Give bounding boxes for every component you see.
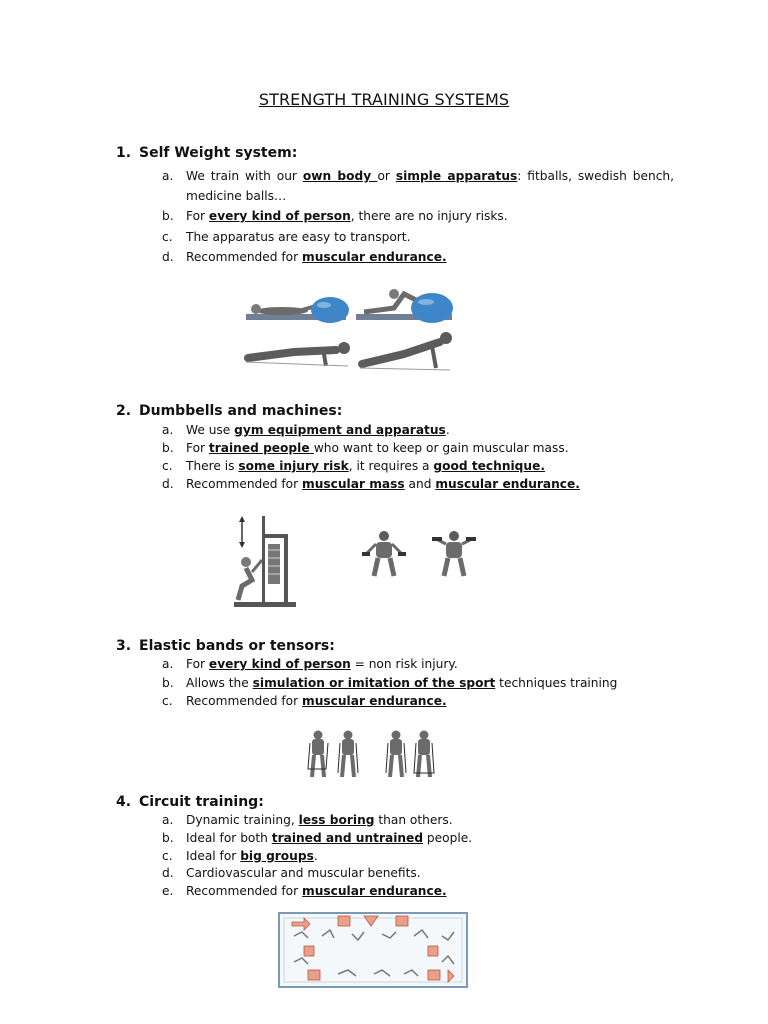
list-item <box>162 421 674 439</box>
list-item <box>162 227 674 247</box>
section-title: Circuit training: <box>139 794 264 810</box>
list-item <box>162 864 674 882</box>
section-number: 4. <box>116 794 132 810</box>
item-text: Dynamic training, less boring than others. <box>186 813 453 827</box>
elastic-band-figures <box>306 729 438 781</box>
item-text: Ideal for both trained and untrained people. <box>186 831 473 845</box>
section-2-heading <box>116 403 342 419</box>
item-text: Allows the simulation or imitation of the sport techniques training <box>186 676 618 690</box>
item-letter: a. <box>162 169 174 183</box>
section-title: Self Weight system: <box>139 145 298 161</box>
dumbbell-figures <box>362 528 492 580</box>
item-text: Recommended for muscular endurance. <box>186 884 447 898</box>
list-item <box>162 829 674 847</box>
item-text: We use gym equipment and apparatus. <box>186 423 450 437</box>
item-text: For trained people who want to keep or gain muscular mass. <box>186 441 569 455</box>
item-letter: a. <box>162 813 174 827</box>
section-3-heading <box>116 638 335 654</box>
list-item <box>162 655 674 673</box>
item-letter: b. <box>162 831 174 845</box>
list-item <box>162 674 674 692</box>
item-letter: a. <box>162 657 174 671</box>
item-text: Recommended for muscular endurance. <box>186 250 447 264</box>
item-text: The apparatus are easy to transport. <box>186 230 411 244</box>
item-letter: b. <box>162 209 174 223</box>
item-text: Cardiovascular and muscular benefits. <box>186 866 421 880</box>
item-text: For every kind of person = non risk injury. <box>186 657 458 671</box>
list-item <box>162 847 674 865</box>
item-letter: d. <box>162 250 174 264</box>
item-letter: e. <box>162 884 174 898</box>
list-item <box>162 166 674 206</box>
list-item <box>162 439 674 457</box>
list-item <box>162 882 674 900</box>
fitball-pushup-figure <box>244 288 454 372</box>
list-item <box>162 475 674 493</box>
item-text: Recommended for muscular endurance. <box>186 694 447 708</box>
item-text: For every kind of person, there are no injury risks. <box>186 209 508 223</box>
item-letter: c. <box>162 459 173 473</box>
list-item <box>162 692 674 710</box>
item-letter: b. <box>162 676 174 690</box>
page-title: STRENGTH TRAINING SYSTEMS <box>258 90 510 109</box>
list-item <box>162 247 674 267</box>
list-item <box>162 811 674 829</box>
item-letter: b. <box>162 441 174 455</box>
item-text: Ideal for big groups. <box>186 849 318 863</box>
section-number: 2. <box>116 403 132 419</box>
item-letter: c. <box>162 230 173 244</box>
item-text: There is some injury risk, it requires a good technique. <box>186 459 545 473</box>
section-1-heading <box>116 145 297 161</box>
item-letter: c. <box>162 694 173 708</box>
list-item <box>162 457 674 475</box>
section-4-heading <box>116 794 264 810</box>
section-number: 3. <box>116 638 132 654</box>
section-title: Elastic bands or tensors: <box>139 638 335 654</box>
item-text: We train with our own body or simple apparatus: fitballs, swedish bench, medicine balls… <box>186 169 675 203</box>
item-letter: a. <box>162 423 174 437</box>
section-title: Dumbbells and machines: <box>139 403 343 419</box>
item-letter: c. <box>162 849 173 863</box>
list-item <box>162 206 674 226</box>
item-text: Recommended for muscular mass and muscular endurance. <box>186 477 580 491</box>
item-letter: d. <box>162 477 174 491</box>
section-number: 1. <box>116 145 132 161</box>
item-letter: d. <box>162 866 174 880</box>
circuit-training-figure <box>278 912 468 988</box>
weight-machine-figure <box>232 514 296 610</box>
